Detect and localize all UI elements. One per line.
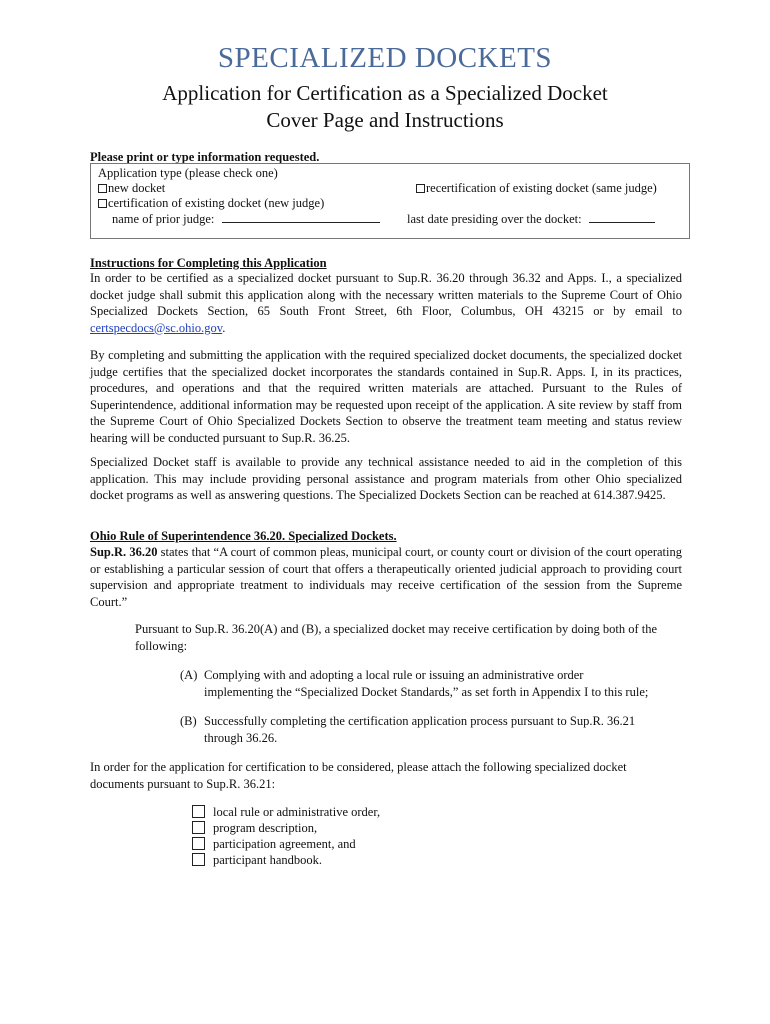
option-new-docket[interactable] (98, 181, 165, 196)
item-a-label: (A) (180, 668, 198, 682)
option-recertification[interactable] (416, 181, 657, 196)
email-link[interactable]: certspecdocs@sc.ohio.gov (90, 320, 223, 335)
page-title: SPECIALIZED DOCKETS (217, 42, 553, 74)
rule-citation: Sup.R. 36.20 (90, 545, 158, 559)
instructions-paragraph-3: Specialized Docket staff is available to provide any technical assistance needed to aid in the completion of this application. This may include providing personal assistance and program materials from other Ohio specialized docket programs as well as answering questions. The Specialized Dockets Section can be reached at 614.387.9425. (90, 455, 682, 502)
item-a-text: Complying with and adopting a local rule or issuing an administrative order implementing the “Specialized Docket Standards,” as set forth in Appendix I to this rule; (204, 668, 649, 699)
pursuant-paragraph: Pursuant to Sup.R. 36.20(A) and (B), a specialized docket may receive certification by doing both of the following: (135, 622, 658, 653)
document-item[interactable] (192, 805, 380, 821)
new-docket-label: new docket (108, 181, 166, 195)
last-date-field[interactable] (589, 212, 655, 223)
item-b-text: Successfully completing the certification application process pursuant to Sup.R. 36.21 through 36.26. (204, 714, 636, 745)
rule-item-a (180, 667, 650, 700)
print-instruction: Please print or type information requested. (90, 150, 320, 164)
application-type-label: Application type (please check one) (98, 166, 278, 180)
option-certification-existing[interactable] (98, 196, 324, 211)
certification-existing-checkbox[interactable] (98, 199, 107, 208)
recertification-label: recertification of existing docket (same judge) (426, 181, 657, 195)
instructions-heading: Instructions for Completing this Application (90, 256, 327, 270)
subtitle-line-1: Application for Certification as a Specialized Docket (162, 81, 608, 105)
document-item[interactable] (192, 821, 317, 837)
subtitle-line-2: Cover Page and Instructions (266, 108, 504, 132)
document-checkbox[interactable] (192, 853, 205, 866)
rule-quote: states that “A court of common pleas, municipal court, or county court or division of the court operating or establishing a particular session of court that offers a therapeutically oriented judicial approach to providing court supervision and appropriate treatment to individuals may receive certification of the session from the Supreme Court.” (90, 545, 682, 609)
last-date-row (407, 212, 655, 227)
document-item[interactable] (192, 837, 356, 853)
document-label: program description, (213, 821, 318, 835)
prior-judge-label: name of prior judge: (112, 212, 215, 226)
document-label: participation agreement, and (213, 837, 356, 851)
prior-judge-field[interactable] (222, 212, 380, 223)
document-item[interactable] (192, 853, 322, 869)
application-type-box (90, 163, 690, 239)
new-docket-checkbox[interactable] (98, 184, 107, 193)
rule-heading: Ohio Rule of Superintendence 36.20. Specialized Dockets. (90, 529, 397, 543)
document-label: participant handbook. (213, 853, 322, 867)
instructions-paragraph-1 (90, 270, 682, 336)
document-label: local rule or administrative order, (213, 805, 381, 819)
rule-item-b (180, 713, 650, 746)
document-checkbox[interactable] (192, 805, 205, 818)
certification-existing-label: certification of existing docket (new judge) (108, 196, 325, 210)
instructions-p1-text: In order to be certified as a specialized docket pursuant to Sup.R. 36.20 through 36.32 and Apps. I., a specialized docket judge shall submit this application along with the necessary written materials to the Supreme Court of Ohio Specialized Dockets Section, 65 South Front Street, 6th Floor, Columbus, OH 43215 or by email to (90, 271, 682, 318)
instructions-p1-end: . (222, 320, 226, 335)
prior-judge-row (112, 212, 380, 227)
item-b-label: (B) (180, 714, 197, 728)
last-date-label: last date presiding over the docket: (407, 212, 582, 226)
attach-paragraph: In order for the application for certification to be considered, please attach the following specialized docket documents pursuant to Sup.R. 36.21: (90, 760, 627, 791)
document-checkbox[interactable] (192, 837, 205, 850)
document-checkbox[interactable] (192, 821, 205, 834)
rule-paragraph (90, 544, 682, 610)
recertification-checkbox[interactable] (416, 184, 425, 193)
page-subtitle (0, 80, 770, 134)
instructions-paragraph-2: By completing and submitting the application with the required specialized docket documents, the specialized docket judge certifies that the specialized docket incorporates the standards contained in Sup.R. Apps. I, in its practices, procedures, and operations and that the required written materials are attached. Pursuant to the Rules of Superintendence, additional information may be requested upon receipt of the application. A site review by staff from the Supreme Court of Ohio Specialized Dockets Section to observe the treatment team meeting and status review hearing will be conducted pursuant to Sup.R. 36.25. (90, 348, 682, 445)
